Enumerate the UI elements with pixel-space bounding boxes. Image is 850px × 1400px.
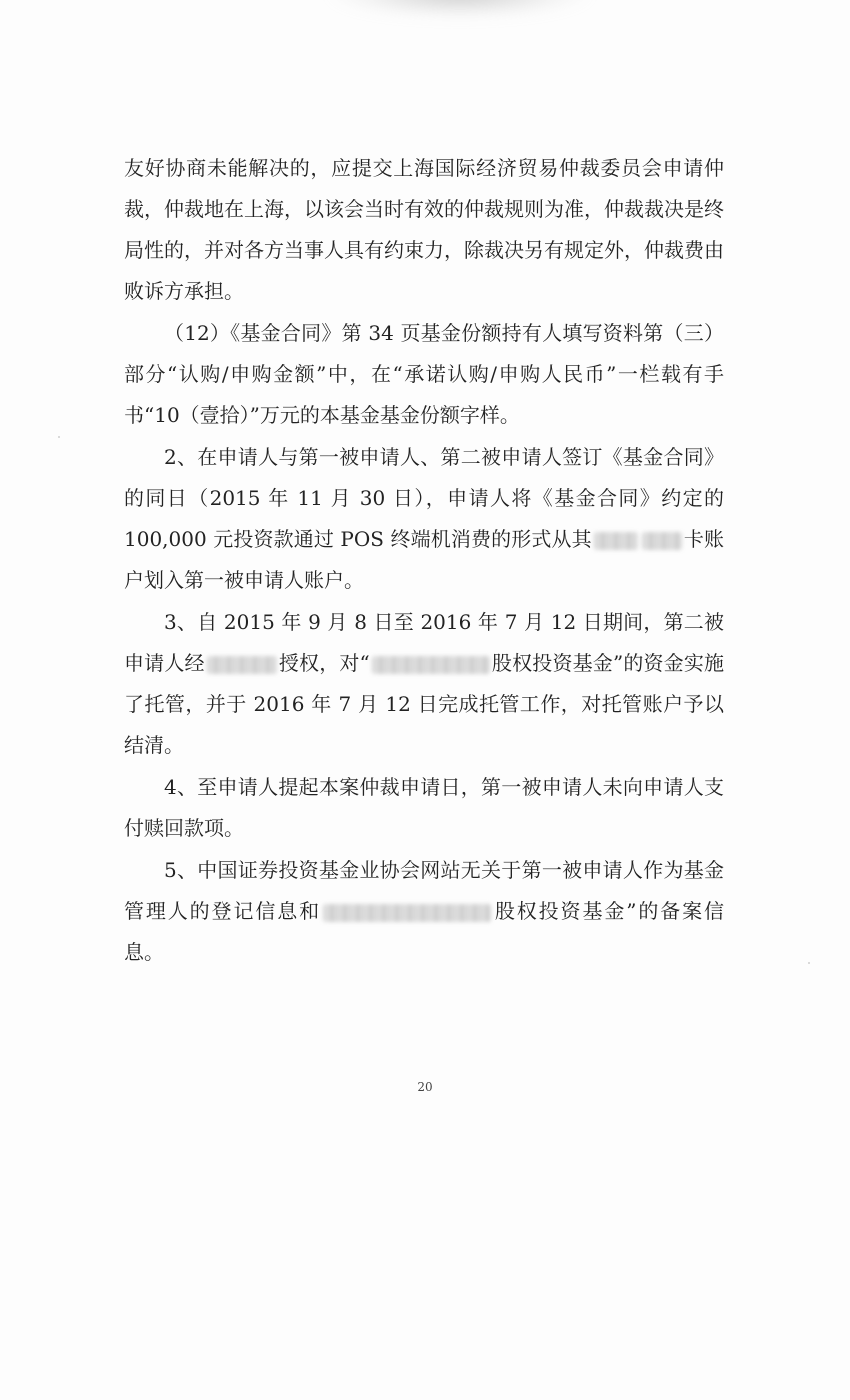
redacted-authorizer — [207, 656, 277, 674]
paragraph-text: 股权投资基金”的资金实施了托管，并于 2016 年 7 月 12 日完成托管工作，对托管账户予以结清。 — [124, 651, 725, 757]
paragraph-text: 4、至申请人提起本案仲裁申请日，第一被申请人未向申请人支付赎回款项。 — [124, 775, 724, 840]
paragraph-text: 股权投资基金”的备案信息。 — [124, 899, 724, 964]
scan-shadow — [330, 0, 590, 18]
page-number: 20 — [417, 1080, 433, 1094]
scan-speck — [58, 436, 60, 438]
paragraph-text: 2、在申请人与第一被申请人、第二被申请人签订《基金合同》的同日（2015 年 11 月 30 日），申请人将《基金合同》约定的 100,000 元投资款通过 POS 终端机消费的形式从其 — [124, 445, 724, 551]
paragraph-text: 5、中国证券投资基金业协会网站无关于第一被申请人作为基金管理人的登记信息和 — [124, 858, 724, 923]
paragraph-text: 授权，对“ — [278, 651, 370, 675]
paragraph-item-4 — [124, 767, 724, 849]
paragraph-text: 卡账户划入第一被申请人账户。 — [124, 527, 725, 592]
redacted-fund-name — [372, 656, 490, 674]
redacted-bank-name — [642, 532, 682, 550]
paragraph-text: 3、自 2015 年 9 月 8 日至 2016 年 7 月 12 日期间，第二被申请人经 — [124, 610, 724, 675]
paragraph-text: 友好协商未能解决的，应提交上海国际经济贸易仲裁委员会申请仲裁，仲裁地在上海，以该会当时有效的仲裁规则为准，仲裁裁决是终局性的，并对各方当事人具有约束力，除裁决另有规定外，仲裁费由败诉方承担。 — [124, 156, 724, 303]
scan-speck — [808, 962, 810, 964]
paragraph-item-2 — [124, 437, 724, 601]
redacted-bank-name — [594, 532, 638, 550]
paragraph-item-5 — [124, 850, 724, 973]
document-body — [124, 148, 724, 974]
paragraph-item-12 — [124, 313, 724, 436]
paragraph-item-3 — [124, 602, 724, 766]
redacted-fund-name — [323, 904, 491, 922]
paragraph-text: （12）《基金合同》第 34 页基金份额持有人填写资料第（三）部分“认购/申购金额”中，在“承诺认购/申购人民币”一栏载有手书“10（壹拾）”万元的本基金基金份额字样。 — [124, 321, 724, 427]
paragraph-arbitration — [124, 148, 724, 312]
